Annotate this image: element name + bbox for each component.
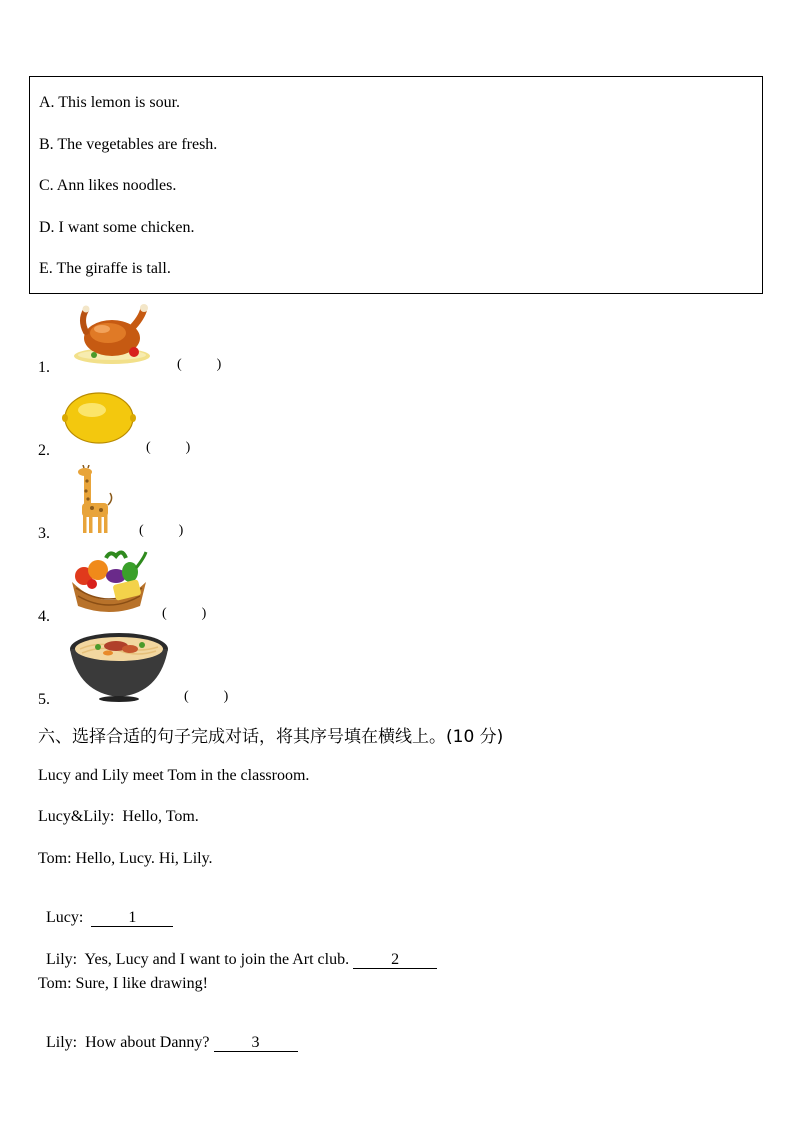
noodle-bowl-picture <box>68 631 170 703</box>
section-6-heading: 六、选择合适的句子完成对话，将其序号填在横线上。(10 分) <box>38 727 504 747</box>
options-box <box>29 76 763 294</box>
giraffe-picture <box>72 465 116 535</box>
question-5-answer-paren[interactable]: ( ) <box>184 689 229 704</box>
answer-blank-1[interactable]: 1 <box>91 910 173 927</box>
option-c: C. Ann likes noodles. <box>39 177 177 194</box>
question-3-answer-paren[interactable]: ( ) <box>139 523 184 538</box>
option-e: E. The giraffe is tall. <box>39 260 171 277</box>
question-4-number: 4. <box>38 608 50 625</box>
question-1-number: 1. <box>38 359 50 376</box>
dialogue-line-6: Tom: Sure, I like drawing! <box>38 975 208 992</box>
roast-chicken-picture <box>72 300 152 366</box>
option-b: B. The vegetables are fresh. <box>39 136 218 153</box>
question-5-number: 5. <box>38 691 50 708</box>
option-d: D. I want some chicken. <box>39 219 195 236</box>
dialogue-line-2: Lucy&Lily: Hello, Tom. <box>38 808 199 825</box>
question-2-number: 2. <box>38 442 50 459</box>
dialogue-line-7-prefix: Lily: How about Danny? <box>46 1034 214 1051</box>
dialogue-line-3: Tom: Hello, Lucy. Hi, Lily. <box>38 850 213 867</box>
vegetable-basket-picture <box>66 548 152 614</box>
dialogue-line-4 <box>38 891 173 927</box>
question-3-number: 3. <box>38 525 50 542</box>
question-4-answer-paren[interactable]: ( ) <box>162 606 207 621</box>
dialogue-line-5 <box>38 933 437 969</box>
dialogue-line-7 <box>38 1016 298 1052</box>
dialogue-line-1: Lucy and Lily meet Tom in the classroom. <box>38 767 310 784</box>
question-2-answer-paren[interactable]: ( ) <box>146 440 191 455</box>
dialogue-line-5-prefix: Lily: Yes, Lucy and I want to join the Art club. <box>46 951 354 968</box>
answer-blank-3[interactable]: 3 <box>214 1035 298 1052</box>
option-a: A. This lemon is sour. <box>39 94 181 111</box>
dialogue-line-4-prefix: Lucy: <box>46 909 92 926</box>
question-1-answer-paren[interactable]: ( ) <box>177 357 222 372</box>
answer-blank-2[interactable]: 2 <box>353 952 437 969</box>
lemon-picture <box>62 388 136 446</box>
